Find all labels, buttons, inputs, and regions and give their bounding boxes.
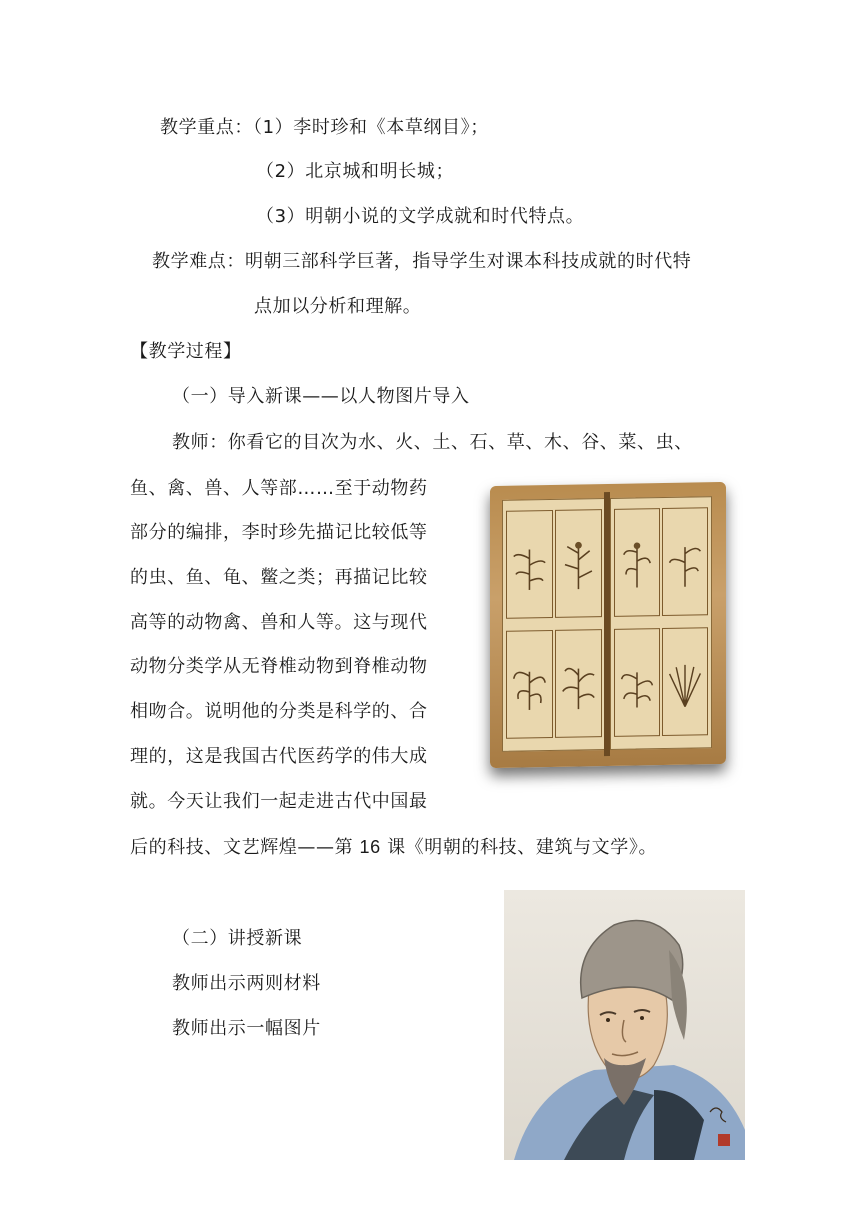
li-shizhen-portrait <box>504 890 745 1160</box>
paragraph-line: 鱼、禽、兽、人等部……至于动物药 <box>130 478 428 499</box>
difficulty-text: 明朝三部科学巨著，指导学生对课本科技成就的时代特 <box>245 251 692 272</box>
process-heading: 【教学过程】 <box>130 341 242 362</box>
paragraph-line: 相吻合。说明他的分类是科学的、合 <box>130 701 428 722</box>
portrait-drawing <box>504 890 745 1160</box>
difficulty-text-continued: 点加以分析和理解。 <box>254 296 422 317</box>
herb-illustration <box>555 509 602 617</box>
focus-item: （3）明朝小说的文学成就和时代特点。 <box>256 206 585 227</box>
herb-illustration <box>614 628 660 736</box>
section-2-title: （二）讲授新课 <box>172 928 303 949</box>
book-left-page <box>502 498 606 752</box>
difficulty-label: 教学难点： <box>152 251 245 272</box>
herb-illustration <box>662 507 708 615</box>
focus-item: （1）李时珍和《本草纲目》； <box>253 117 489 138</box>
section-1-title: （一）导入新课——以人物图片导入 <box>172 386 470 407</box>
paragraph-line: 高等的动物禽、兽和人等。这与现代 <box>130 612 428 633</box>
herb-illustration <box>662 627 708 735</box>
paragraph-line-last <box>130 835 657 860</box>
lesson-number: 16 <box>359 837 381 857</box>
herb-illustration <box>614 508 660 616</box>
paragraph-line: 理的，这是我国古代医药学的伟大成 <box>130 746 428 767</box>
herb-illustration <box>506 630 553 738</box>
teacher-line: 教师出示一幅图片 <box>172 1018 321 1039</box>
herb-illustration <box>555 629 602 737</box>
focus-line-1 <box>160 116 489 140</box>
focus-item: （2）北京城和明长城； <box>256 161 455 182</box>
paragraph-line: 的虫、鱼、龟、鳖之类；再描记比较 <box>130 567 428 588</box>
paragraph-line: 就。今天让我们一起走进古代中国最 <box>130 791 428 812</box>
herb-illustration <box>506 510 553 618</box>
lesson-title: 课《明朝的科技、建筑与文学》。 <box>380 837 658 858</box>
difficulty-line-1 <box>152 250 691 274</box>
book-right-page <box>610 496 712 750</box>
lesson-text: 后的科技、文艺辉煌——第 <box>130 837 360 858</box>
focus-label: 教学重点： <box>160 117 253 138</box>
bencao-book-image <box>490 482 726 768</box>
paragraph-line: 部分的编排，李时珍先描记比较低等 <box>130 522 428 543</box>
paragraph-line: 动物分类学从无脊椎动物到脊椎动物 <box>130 656 428 677</box>
teacher-line: 教师出示两则材料 <box>172 973 321 994</box>
paragraph-line: 教师：你看它的目次为水、火、土、石、草、木、谷、菜、虫、 <box>172 432 693 453</box>
